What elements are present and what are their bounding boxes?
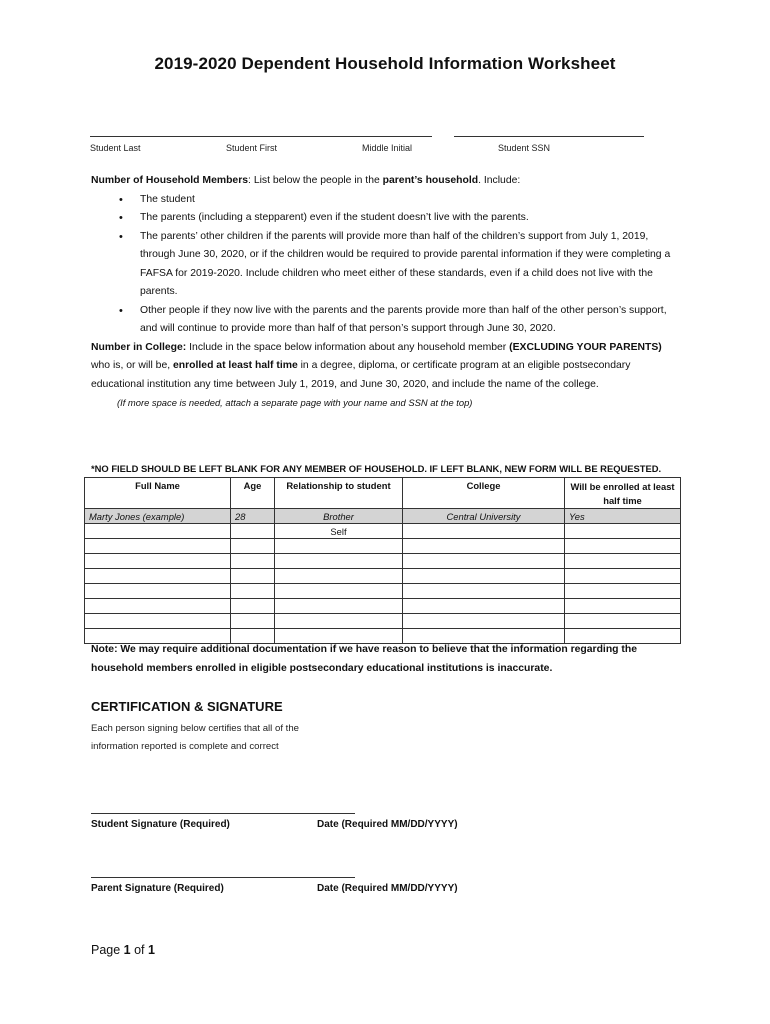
parent-signature-label: Parent Signature (Required) <box>91 883 224 894</box>
student-name-line[interactable] <box>90 136 432 137</box>
household-bullet-list <box>91 191 681 339</box>
college-bold-b: enrolled at least half time <box>173 360 298 371</box>
cell-relationship-input[interactable] <box>275 584 403 599</box>
cell-name-input[interactable] <box>85 554 231 569</box>
of-word: of <box>130 943 148 957</box>
cell-age-input[interactable] <box>231 569 275 584</box>
college-text-c: in a degree, diploma, or certificate program at an eligible postsecondary educational institution any time between July 1, 2019, and June 30, 2020, and include the name of the college. <box>91 360 631 390</box>
cell-relationship-input[interactable] <box>275 569 403 584</box>
cell-age: 28 <box>231 509 275 524</box>
student-ssn-line[interactable] <box>454 136 644 137</box>
cell-college-input[interactable] <box>403 524 565 539</box>
cell-enrolled-input[interactable] <box>565 554 681 569</box>
student-last-label: Student Last <box>90 143 141 153</box>
cell-enrolled-input[interactable] <box>565 539 681 554</box>
college-text-b: who is, or will be, <box>91 360 173 371</box>
cell-name-input[interactable] <box>85 539 231 554</box>
extra-space-note: (If more space is needed, attach a separate page with your name and SSN at the top) <box>117 397 473 408</box>
household-intro <box>91 172 681 191</box>
cell-relationship-input[interactable] <box>275 614 403 629</box>
table-row-self <box>85 524 681 539</box>
household-intro-a: : List below the people in the <box>248 175 383 186</box>
table-row <box>85 569 681 584</box>
parent-date-label: Date (Required MM/DD/YYYY) <box>317 883 458 894</box>
household-intro-b: . Include: <box>478 175 521 186</box>
student-first-label: Student First <box>226 143 278 153</box>
cell-age-input[interactable] <box>231 584 275 599</box>
bullet-item: • The parents’ other children if the parents will provide more than half of the children’s support from July 1, 2019, through June 30, 2020, or if the children would be required to provide parental information if they were completing a FAFSA for 2019-2020. Include children who meet either of these standards, even if a child does not live with the parents. <box>91 228 681 302</box>
page-title: 2019-2020 Dependent Household Information Worksheet <box>154 54 616 73</box>
cell-enrolled-input[interactable] <box>565 599 681 614</box>
page-current: 1 <box>123 943 131 957</box>
certification-heading: CERTIFICATION & SIGNATURE <box>91 699 283 714</box>
cell-college-input[interactable] <box>403 554 565 569</box>
cell-name-input[interactable] <box>85 569 231 584</box>
student-signature-label: Student Signature (Required) <box>91 819 230 830</box>
cell-college-input[interactable] <box>403 599 565 614</box>
household-intro-bold: parent’s household <box>382 175 479 186</box>
table-row <box>85 554 681 569</box>
student-date-label: Date (Required MM/DD/YYYY) <box>317 819 458 830</box>
table-header-row <box>85 478 681 509</box>
cell-enrolled-input[interactable] <box>565 524 681 539</box>
table-row <box>85 614 681 629</box>
cell-age-input[interactable] <box>231 614 275 629</box>
cell-relationship: Brother <box>275 509 403 524</box>
header-college: College <box>403 478 565 509</box>
bullet-item: • Other people if they now live with the parents and the parents provide more than half of the other person’s support, and will continue to provide more than half of that person’s support through June 30, 2020. <box>91 302 681 339</box>
household-label: Number of Household Members <box>91 175 249 186</box>
cell-age-input[interactable] <box>231 539 275 554</box>
header-full-name: Full Name <box>85 478 231 509</box>
household-section <box>91 172 681 413</box>
cell-relationship-input[interactable] <box>275 539 403 554</box>
table-row <box>85 539 681 554</box>
header-enrolled: Will be enrolled at least half time <box>565 478 681 509</box>
page-number <box>91 943 155 957</box>
table-row <box>85 584 681 599</box>
college-paragraph <box>91 339 681 395</box>
cell-college-input[interactable] <box>403 614 565 629</box>
certification-line-2: information reported is complete and correct <box>91 741 279 752</box>
header-age: Age <box>231 478 275 509</box>
cell-enrolled-input[interactable] <box>565 584 681 599</box>
table-row-example <box>85 509 681 524</box>
household-table <box>84 477 681 644</box>
documentation-note: Note: We may require additional documentation if we have reason to believe that the information regarding the household members enrolled in eligible postsecondary educational institutions is inaccurate. <box>91 644 637 674</box>
parent-signature-line[interactable] <box>91 877 355 878</box>
bullet-item: • The student <box>91 191 681 210</box>
cell-name-input[interactable] <box>85 584 231 599</box>
student-ssn-label: Student SSN <box>498 143 551 153</box>
cell-enrolled: Yes <box>565 509 681 524</box>
cell-age-input[interactable] <box>231 554 275 569</box>
table-row <box>85 599 681 614</box>
cell-relationship: Self <box>275 524 403 539</box>
page-word: Page <box>91 943 124 957</box>
cell-enrolled-input[interactable] <box>565 569 681 584</box>
student-signature-line[interactable] <box>91 813 355 814</box>
cell-college-input[interactable] <box>403 569 565 584</box>
college-label: Number in College: <box>91 341 187 353</box>
certification-line-1: Each person signing below certifies that all of the <box>91 723 299 734</box>
certification-text <box>91 720 299 756</box>
cell-age-input[interactable] <box>231 599 275 614</box>
college-bold-a: (EXCLUDING YOUR PARENTS) <box>509 341 662 353</box>
cell-enrolled-input[interactable] <box>565 614 681 629</box>
cell-age-input[interactable] <box>231 524 275 539</box>
cell-name: Marty Jones (example) <box>85 509 231 524</box>
cell-relationship-input[interactable] <box>275 599 403 614</box>
page-total: 1 <box>148 943 155 957</box>
cell-name-input[interactable] <box>85 599 231 614</box>
bullet-item: • The parents (including a stepparent) even if the student doesn’t live with the parents. <box>91 209 681 228</box>
header-relationship: Relationship to student <box>275 478 403 509</box>
middle-initial-label: Middle Initial <box>362 143 413 153</box>
cell-name-input[interactable] <box>85 614 231 629</box>
blank-field-warning: *NO FIELD SHOULD BE LEFT BLANK FOR ANY MEMBER OF HOUSEHOLD. IF LEFT BLANK, NEW FORM WILL BE REQUESTED. <box>91 463 662 474</box>
cell-relationship-input[interactable] <box>275 554 403 569</box>
college-text-a: Include in the space below information about any household member <box>186 341 510 353</box>
cell-college: Central University <box>403 509 565 524</box>
cell-name-input[interactable] <box>85 524 231 539</box>
cell-college-input[interactable] <box>403 584 565 599</box>
cell-college-input[interactable] <box>403 539 565 554</box>
